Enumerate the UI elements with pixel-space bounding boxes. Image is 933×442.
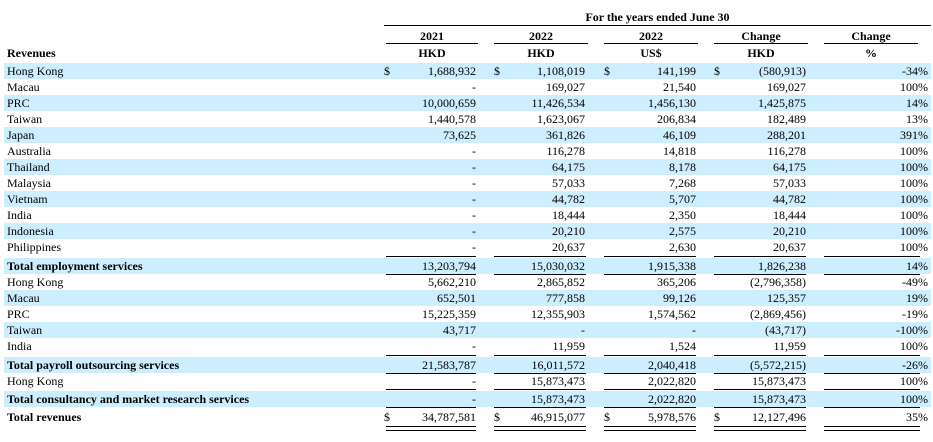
value-cell: (2,869,456) xyxy=(750,307,806,321)
column-rule xyxy=(604,355,696,356)
column-rule xyxy=(824,389,920,390)
value-cell: 100% xyxy=(900,80,928,94)
value-cell: (5,572,215) xyxy=(750,358,806,372)
value-cell: 2,022,820 xyxy=(648,374,696,388)
dollar-sign: $ xyxy=(494,64,500,78)
table-row xyxy=(4,239,931,255)
row-label: Japan xyxy=(7,128,35,142)
value-cell: 20,210 xyxy=(773,224,806,238)
value-cell: 21,583,787 xyxy=(422,358,476,372)
table-row xyxy=(4,63,931,79)
table-row xyxy=(4,191,931,207)
value-cell: 57,033 xyxy=(552,176,585,190)
column-rule xyxy=(824,355,920,356)
row-label: Macau xyxy=(7,291,40,305)
dollar-sign: $ xyxy=(384,64,390,78)
row-label: Hong Kong xyxy=(7,275,64,289)
value-cell: 391% xyxy=(900,128,928,142)
value-cell: 64,175 xyxy=(773,160,806,174)
row-label: India xyxy=(7,339,32,353)
column-rule xyxy=(714,407,806,408)
column-rule xyxy=(386,274,476,275)
value-cell: 125,357 xyxy=(767,291,806,305)
value-cell: 100% xyxy=(900,208,928,222)
value-cell: 100% xyxy=(900,192,928,206)
value-cell: 20,637 xyxy=(552,240,585,254)
col-header-currency: HKD xyxy=(527,46,555,60)
value-cell: -49% xyxy=(902,275,928,289)
row-label: PRC xyxy=(7,96,30,110)
double-rule xyxy=(714,426,806,431)
row-label: PRC xyxy=(7,307,30,321)
row-label: India xyxy=(7,208,32,222)
value-cell: 116,278 xyxy=(546,144,585,158)
value-cell: - xyxy=(472,374,476,388)
value-cell: 5,662,210 xyxy=(428,275,476,289)
col-header-currency: % xyxy=(865,46,877,60)
value-cell: 361,826 xyxy=(546,128,585,142)
column-rule xyxy=(824,274,920,275)
value-cell: 2,022,820 xyxy=(648,392,696,406)
column-rule xyxy=(604,389,696,390)
value-cell: 15,873,473 xyxy=(752,374,806,388)
value-cell: 1,574,562 xyxy=(648,307,696,321)
column-rule xyxy=(714,256,806,257)
value-cell: - xyxy=(581,323,585,337)
row-label: Total employment services xyxy=(7,259,143,273)
table-row xyxy=(4,223,931,239)
double-rule xyxy=(386,426,476,431)
value-cell: - xyxy=(472,240,476,254)
col-header-rule xyxy=(604,43,698,44)
value-cell: -100% xyxy=(896,323,928,337)
value-cell: 5,978,576 xyxy=(648,410,696,424)
column-rule xyxy=(604,407,696,408)
value-cell: - xyxy=(472,80,476,94)
column-rule xyxy=(494,373,586,374)
col-header-currency: US$ xyxy=(640,46,662,60)
value-cell: 10,000,659 xyxy=(422,96,476,110)
row-label: Total consultancy and market research services xyxy=(7,392,250,406)
value-cell: 2,630 xyxy=(669,240,696,254)
value-cell: 116,278 xyxy=(767,144,806,158)
column-rule xyxy=(824,256,920,257)
row-label: Thailand xyxy=(7,160,50,174)
value-cell: 182,489 xyxy=(767,112,806,126)
dollar-sign: $ xyxy=(604,64,610,78)
value-cell: 652,501 xyxy=(437,291,476,305)
value-cell: (43,717) xyxy=(765,323,806,337)
value-cell: - xyxy=(472,160,476,174)
column-rule xyxy=(824,407,920,408)
dollar-sign: $ xyxy=(714,410,720,424)
value-cell: - xyxy=(472,208,476,222)
period-header: For the years ended June 30 xyxy=(585,10,730,24)
value-cell: - xyxy=(472,144,476,158)
value-cell: - xyxy=(472,339,476,353)
value-cell: 1,440,578 xyxy=(428,112,476,126)
col-header-year: 2021 xyxy=(420,29,444,43)
row-label: Australia xyxy=(7,144,51,158)
col-header-year: Change xyxy=(851,29,891,43)
value-cell: 1,623,067 xyxy=(537,112,585,126)
column-rule xyxy=(386,407,476,408)
row-label: Hong Kong xyxy=(7,64,64,78)
col-header-year: Change xyxy=(741,29,781,43)
column-rule xyxy=(494,274,586,275)
value-cell: 44,782 xyxy=(552,192,585,206)
value-cell: 1,688,932 xyxy=(428,64,476,78)
row-label: Indonesia xyxy=(7,224,54,238)
value-cell: 169,027 xyxy=(767,80,806,94)
value-cell: 15,873,473 xyxy=(531,392,585,406)
col-header-currency: HKD xyxy=(747,46,775,60)
value-cell: - xyxy=(472,176,476,190)
row-label: Vietnam xyxy=(7,192,48,206)
value-cell: 5,707 xyxy=(669,192,696,206)
value-cell: 12,127,496 xyxy=(752,410,806,424)
value-cell: 8,178 xyxy=(669,160,696,174)
value-cell: 13% xyxy=(906,112,928,126)
column-rule xyxy=(386,389,476,390)
value-cell: 16,011,572 xyxy=(531,358,585,372)
value-cell: 100% xyxy=(900,176,928,190)
dollar-sign: $ xyxy=(714,64,720,78)
value-cell: 11,959 xyxy=(773,339,806,353)
row-label: Hong Kong xyxy=(7,374,64,388)
value-cell: 14% xyxy=(906,96,928,110)
value-cell: 20,210 xyxy=(552,224,585,238)
value-cell: - xyxy=(692,323,696,337)
value-cell: 34,787,581 xyxy=(422,410,476,424)
value-cell: -26% xyxy=(902,358,928,372)
col-header-year: 2022 xyxy=(529,29,553,43)
column-rule xyxy=(386,373,476,374)
value-cell: 206,834 xyxy=(657,112,696,126)
value-cell: 1,108,019 xyxy=(537,64,585,78)
value-cell: 100% xyxy=(900,224,928,238)
column-rule xyxy=(386,256,476,257)
value-cell: 14,818 xyxy=(663,144,696,158)
row-label: Macau xyxy=(7,80,40,94)
value-cell: 43,717 xyxy=(443,323,476,337)
value-cell: (2,796,358) xyxy=(750,275,806,289)
table-row xyxy=(4,373,931,389)
value-cell: 11,426,534 xyxy=(531,96,585,110)
value-cell: 1,425,875 xyxy=(758,96,806,110)
value-cell: 35% xyxy=(906,410,928,424)
table-row xyxy=(4,274,931,290)
value-cell: 2,040,418 xyxy=(648,358,696,372)
value-cell: 15,873,473 xyxy=(752,392,806,406)
double-rule xyxy=(604,426,696,431)
table-row xyxy=(4,111,931,127)
value-cell: 100% xyxy=(900,160,928,174)
table-row xyxy=(4,258,931,274)
column-rule xyxy=(714,389,806,390)
value-cell: 14% xyxy=(906,259,928,273)
row-label: Total revenues xyxy=(7,410,82,424)
col-header-rule xyxy=(714,43,808,44)
value-cell: 15,225,359 xyxy=(422,307,476,321)
value-cell: 100% xyxy=(900,374,928,388)
value-cell: - xyxy=(472,224,476,238)
value-cell: 44,782 xyxy=(773,192,806,206)
revenues-label: Revenues xyxy=(7,46,56,60)
table-row xyxy=(4,306,931,322)
value-cell: -34% xyxy=(902,64,928,78)
value-cell: 11,959 xyxy=(552,339,585,353)
column-rule xyxy=(494,256,586,257)
col-header-currency: HKD xyxy=(418,46,446,60)
table-row xyxy=(4,95,931,111)
value-cell: 1,826,238 xyxy=(758,259,806,273)
column-rule xyxy=(604,274,696,275)
row-label: Total payroll outsourcing services xyxy=(7,358,180,372)
value-cell: 2,575 xyxy=(669,224,696,238)
table-row xyxy=(4,357,931,373)
table-row xyxy=(4,391,931,407)
value-cell: - xyxy=(472,192,476,206)
value-cell: 18,444 xyxy=(773,208,806,222)
value-cell: 7,268 xyxy=(669,176,696,190)
value-cell: 365,206 xyxy=(657,275,696,289)
value-cell: 99,126 xyxy=(663,291,696,305)
value-cell: 15,030,032 xyxy=(531,259,585,273)
value-cell: (580,913) xyxy=(759,64,806,78)
row-label: Malaysia xyxy=(7,176,51,190)
value-cell: 46,109 xyxy=(663,128,696,142)
value-cell: 1,524 xyxy=(669,339,696,353)
table-row xyxy=(4,207,931,223)
table-row xyxy=(4,159,931,175)
column-rule xyxy=(824,373,920,374)
column-rule xyxy=(604,256,696,257)
period-underline xyxy=(384,25,931,26)
table-row xyxy=(4,338,931,354)
value-cell: 15,873,473 xyxy=(531,374,585,388)
table-row xyxy=(4,143,931,159)
table-row xyxy=(4,322,931,338)
value-cell: 19% xyxy=(906,291,928,305)
value-cell: 141,199 xyxy=(657,64,696,78)
value-cell: - xyxy=(472,392,476,406)
col-header-rule xyxy=(494,43,588,44)
row-label: Philippines xyxy=(7,240,62,254)
double-rule xyxy=(494,426,586,431)
row-label: Taiwan xyxy=(7,112,43,126)
col-header-year: 2022 xyxy=(639,29,663,43)
column-rule xyxy=(494,355,586,356)
value-cell: 100% xyxy=(900,392,928,406)
value-cell: 2,350 xyxy=(669,208,696,222)
value-cell: 100% xyxy=(900,144,928,158)
value-cell: 100% xyxy=(900,240,928,254)
dollar-sign: $ xyxy=(494,410,500,424)
value-cell: 13,203,794 xyxy=(422,259,476,273)
value-cell: 12,355,903 xyxy=(531,307,585,321)
value-cell: 21,540 xyxy=(663,80,696,94)
row-label: Taiwan xyxy=(7,323,43,337)
column-rule xyxy=(386,355,476,356)
column-rule xyxy=(604,373,696,374)
value-cell: 1,456,130 xyxy=(648,96,696,110)
column-rule xyxy=(714,373,806,374)
column-rule xyxy=(714,355,806,356)
column-rule xyxy=(494,389,586,390)
table-row xyxy=(4,79,931,95)
table-row xyxy=(4,409,931,425)
value-cell: 169,027 xyxy=(546,80,585,94)
col-header-rule xyxy=(824,43,918,44)
table-row xyxy=(4,175,931,191)
value-cell: 46,915,077 xyxy=(531,410,585,424)
value-cell: 2,865,852 xyxy=(537,275,585,289)
column-rule xyxy=(494,407,586,408)
value-cell: 100% xyxy=(900,339,928,353)
value-cell: 288,201 xyxy=(767,128,806,142)
dollar-sign: $ xyxy=(384,410,390,424)
col-header-rule xyxy=(386,43,478,44)
value-cell: 73,625 xyxy=(443,128,476,142)
value-cell: 20,637 xyxy=(773,240,806,254)
value-cell: 64,175 xyxy=(552,160,585,174)
value-cell: -19% xyxy=(902,307,928,321)
double-rule xyxy=(824,426,920,431)
table-row xyxy=(4,290,931,306)
column-rule xyxy=(714,274,806,275)
value-cell: 18,444 xyxy=(552,208,585,222)
table-row xyxy=(4,127,931,143)
dollar-sign: $ xyxy=(604,410,610,424)
value-cell: 57,033 xyxy=(773,176,806,190)
value-cell: 1,915,338 xyxy=(648,259,696,273)
value-cell: 777,858 xyxy=(546,291,585,305)
